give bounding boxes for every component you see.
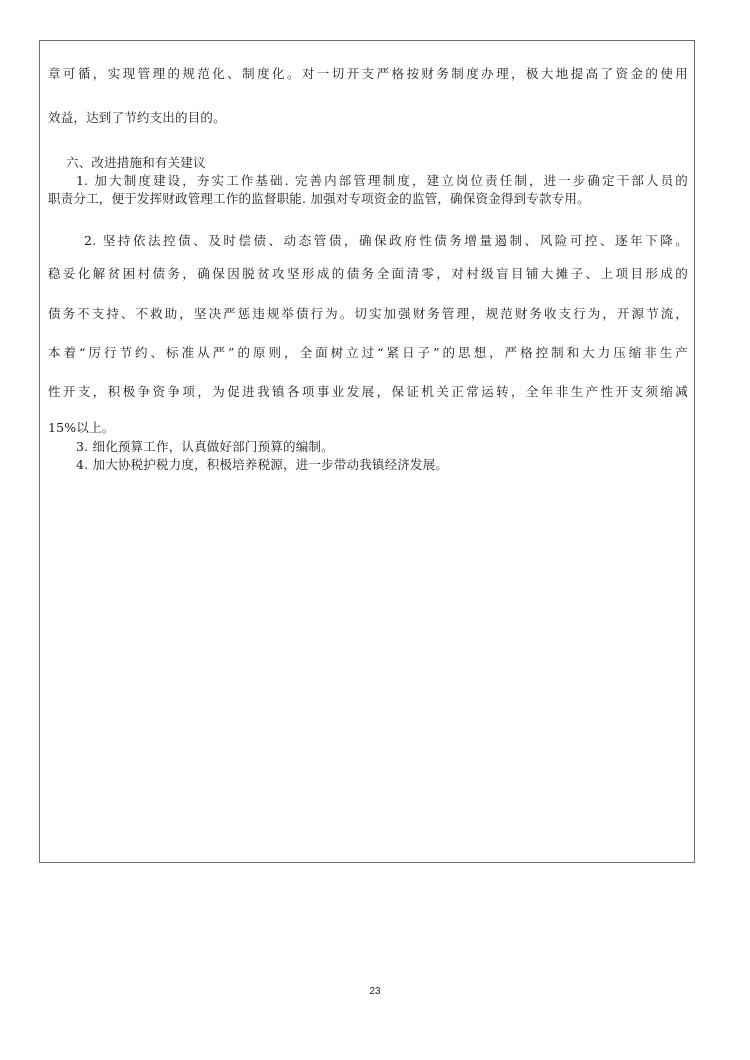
paragraph-line: 章可循，实现管理的规范化、制度化。对一切开支严格按财务制度办理，极大地提高了资金的使用 [48,66,688,81]
paragraph-line: 职责分工，便于发挥财政管理工作的监督职能. 加强对专项资金的监管，确保资金得到专款专用。 [48,191,590,206]
paragraph-line: 稳妥化解贫困村债务，确保因脱贫攻坚形成的债务全面清零，对村级盲目铺大摊子、上项目形成的 [48,266,688,281]
paragraph-line: 4. 加大协税护税力度，积极培养税源，进一步带动我镇经济发展。 [76,457,449,472]
paragraph-line: 3. 细化预算工作，认真做好部门预算的编制。 [76,439,334,454]
paragraph-line: 2. 坚持依法控债、及时偿债、动态管债，确保政府性债务增量遏制、风险可控、逐年下降。 [84,233,688,248]
page-number: 23 [369,986,381,997]
paragraph-line: 效益，达到了节约支出的目的。 [48,110,226,125]
paragraph-line: 债务不支持、不救助，坚决严惩违规举债行为。切实加强财务管理，规范财务收支行为，开源节流， [48,306,688,321]
paragraph-line: 1. 加大制度建设，夯实工作基础. 完善内部管理制度，建立岗位责任制，进一步确定干部人员的 [76,173,688,188]
paragraph-line: 性开支，积极争资争项，为促进我镇各项事业发展，保证机关正常运转，全年非生产性开支须缩减 [48,384,688,399]
paragraph-line: 本着“厉行节约、标准从严”的原则，全面树立过“紧日子”的思想，严格控制和大力压缩非生产 [48,345,688,360]
paragraph-line: 15%以上。 [48,420,115,435]
section-heading: 六、改进措施和有关建议 [66,155,206,170]
